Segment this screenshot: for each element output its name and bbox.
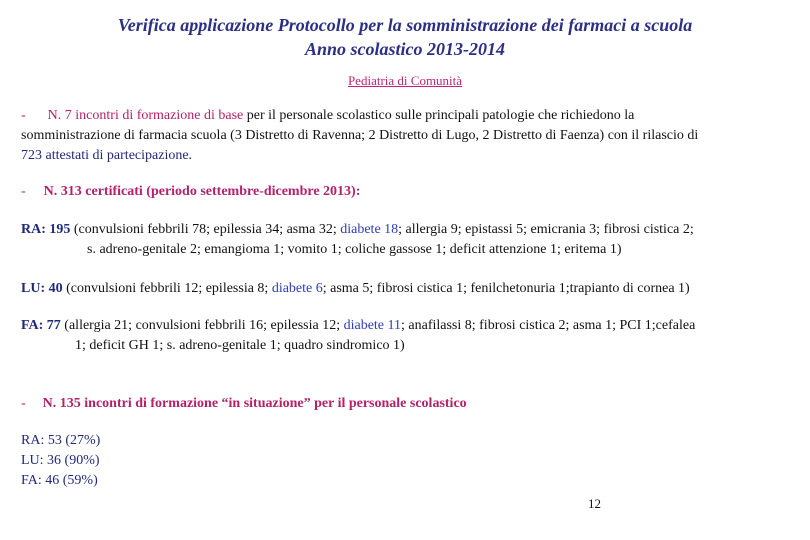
subtitle: Pediatria di Comunità <box>347 73 463 88</box>
ra-text: (convulsioni febbrili 78; epilessia 34; asma 32; <box>70 222 341 237</box>
fa-label: FA: 77 <box>21 318 61 333</box>
bullet-dash: - <box>21 108 26 123</box>
fa-text-line2: 1; deficit GH 1; s. adreno-genitale 1; quadro sindromico 1) <box>75 338 405 353</box>
period: . <box>188 148 193 163</box>
incontri-base-highlight: N. 7 incontri di formazione di base <box>47 108 244 123</box>
bullet-dash: - <box>21 396 26 411</box>
lu-certificati <box>21 279 690 299</box>
lu-diabete: diabete 6 <box>271 281 323 296</box>
section-certificati <box>21 182 360 202</box>
ra-label: RA: 195 <box>21 222 71 237</box>
certificati-heading: N. 313 certificati (periodo settembre-dicembre 2013): <box>43 184 361 199</box>
summary-fa: FA: 46 (59%) <box>21 473 98 488</box>
ra-text-line2: s. adreno-genitale 2; emangioma 1; vomito 1; coliche gassose 1; deficit attenzione 1; eritema 1) <box>87 242 622 257</box>
ra-certificati <box>21 220 801 260</box>
section-formazione-base <box>21 106 796 166</box>
situazione-heading: N. 135 incontri di formazione “in situazione” per il personale scolastico <box>42 396 467 411</box>
section-formazione-situazione <box>21 394 467 414</box>
attestati-count: 723 attestati di partecipazione <box>21 148 189 163</box>
fa-diabete: diabete 11 <box>343 318 401 333</box>
fa-certificati <box>21 316 806 356</box>
page-title-line1: Verifica applicazione Protocollo per la somministrazione dei farmaci a scuola <box>117 15 693 35</box>
summary-ra: RA: 53 (27%) <box>21 433 101 448</box>
page-number: 12 <box>588 496 601 511</box>
fa-text-cont: ; anafilassi 8; fibrosi cistica 2; asma 1; PCI 1;cefalea <box>401 318 696 333</box>
page-title-line2: Anno scolastico 2013-2014 <box>304 39 505 59</box>
lu-text: (convulsioni febbrili 12; epilessia 8; <box>62 281 272 296</box>
incontri-base-text-line2: somministrazione di farmacia scuola (3 Distretto di Ravenna; 2 Distretto di Lugo, 2 Distretto di Faenza) con il rilascio di <box>21 128 699 143</box>
summary-list <box>21 431 100 491</box>
ra-diabete: diabete 18 <box>340 222 399 237</box>
fa-text: (allergia 21; convulsioni febbrili 16; epilessia 12; <box>60 318 344 333</box>
lu-label: LU: 40 <box>21 281 63 296</box>
ra-text-cont: ; allergia 9; epistassi 5; emicrania 3; fibrosi cistica 2; <box>398 222 694 237</box>
incontri-base-text: per il personale scolastico sulle principali patologie che richiedono la <box>243 108 635 123</box>
bullet-dash: - <box>21 184 26 199</box>
lu-text-cont: ; asma 5; fibrosi cistica 1; fenilchetonuria 1;trapianto di cornea 1) <box>322 281 690 296</box>
summary-lu: LU: 36 (90%) <box>21 453 100 468</box>
